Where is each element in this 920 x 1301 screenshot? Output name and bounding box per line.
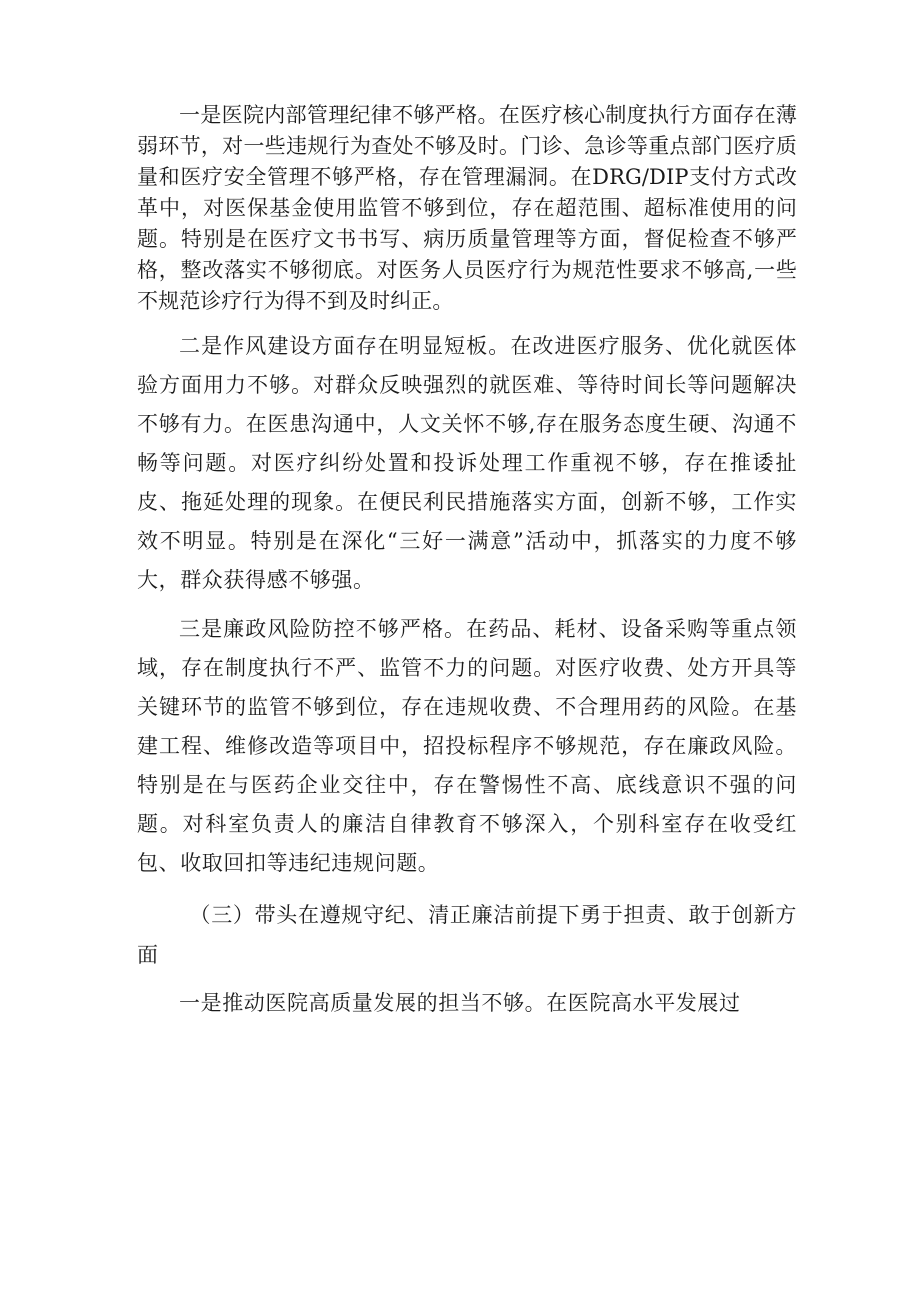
document-body: [137, 100, 797, 1023]
paragraph-work-style: 二是作风建设方面存在明显短板。在改进医疗服务、优化就医体验方面用力不够。对群众反映强烈的就医难、等待时间长等问题解决不够有力。在医患沟通中，人文关怀不够,存在服务态度生硬、沟通不畅等问题。对医疗纠纷处置和投诉处理工作重视不够，存在推诿扯皮、拖延处理的现象。在便民利民措施落实方面，创新不够，工作实效不明显。特别是在深化“三好一满意”活动中，抓落实的力度不够大，群众获得感不够强。: [137, 334, 797, 592]
paragraph-integrity-risk: 三是廉政风险防控不够严格。在药品、耗材、设备采购等重点领域，存在制度执行不严、监管不力的问题。对医疗收费、处方开具等关键环节的监管不够到位，存在违规收费、不合理用药的风险。在基建工程、维修改造等项目中，招投标程序不够规范，存在廉政风险。特别是在与医药企业交往中，存在警惕性不高、底线意识不强的问题。对科室负责人的廉洁自律教育不够深入，个别科室存在收受红包、收取回扣等违纪违规问题。: [137, 617, 797, 875]
paragraph-high-quality-development: 一是推动医院高质量发展的担当不够。在医院高水平发展过: [179, 991, 741, 1015]
paragraph-management-discipline: 一是医院内部管理纪律不够严格。在医疗核心制度执行方面存在薄弱环节，对一些违规行为查处不够及时。门诊、急诊等重点部门医疗质量和医疗安全管理不够严格，存在管理漏洞。在DRG/DIP支付方式改革中，对医保基金使用监管不够到位，存在超范围、超标准使用的问题。特别是在医疗文书书写、病历质量管理等方面，督促检查不够严格，整改落实不够彻底。对医务人员医疗行为规范性要求不够高,一些不规范诊疗行为得不到及时纠正。: [137, 103, 797, 313]
section-heading-three: （三）带头在遵规守纪、清正廉洁前提下勇于担责、敢于创新方面: [137, 903, 797, 967]
